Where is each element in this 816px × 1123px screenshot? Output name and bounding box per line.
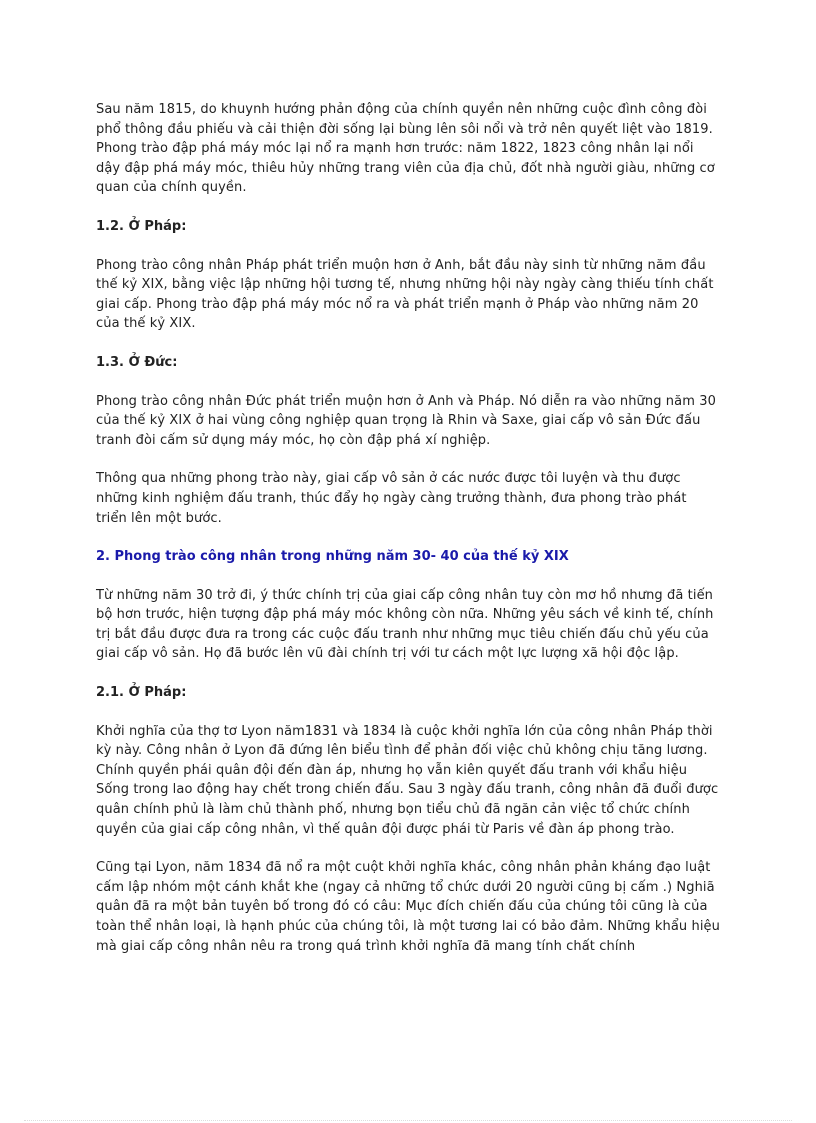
heading-1-2-france: 1.2. Ở Pháp: — [96, 218, 187, 234]
paragraph-france-movement: Phong trào công nhân Pháp phát triển muộn hơn ở Anh, bắt đầu này sinh từ những năm đầu thế kỷ XIX, bằng việc lập những hội tương tế, nhưng những hội này ngày càng thiếu tính chất giai cấp. Phong trào đập phá máy móc nổ ra và phát triển mạnh ở Pháp vào những năm 20 của thế kỷ XIX. — [96, 257, 714, 332]
paragraph-england-1815: Sau năm 1815, do khuynh hướng phản động của chính quyền nên những cuộc đình công đòi phổ thông đầu phiếu và cải thiện đời sống lại bùng lên sôi nổi và trở nên quyết liệt vào 1819. Phong trào đập phá máy móc lại nổ ra mạnh hơn trước: năm 1822, 1823 công nhân lại nổi dậy đập phá máy móc, thiêu hủy những trang viên của địa chủ, đốt nhà người giàu, những cơ quan của chính quyền. — [96, 102, 715, 196]
heading-2-section: 2. Phong trào công nhân trong những năm 30- 40 của thế kỷ XIX — [96, 549, 569, 565]
heading-2-1-france: 2.1. Ở Pháp: — [96, 685, 187, 701]
page-bottom-divider — [24, 1120, 792, 1121]
paragraph-summary: Thông qua những phong trào này, giai cấp vô sản ở các nước được tôi luyện và thu được những kinh nghiệm đấu tranh, thúc đẩy họ ngày càng trưởng thành, đưa phong trào phát triển lên một bước. — [96, 471, 687, 526]
paragraph-germany-movement: Phong trào công nhân Đức phát triển muộn hơn ở Anh và Pháp. Nó diễn ra vào những năm 30 của thế kỷ XIX ở hai vùng công nghiệp quan trọng là Rhin và Saxe, giai cấp vô sản Đức đấu tranh đòi cấm sử dụng máy móc, họ còn đập phá xí nghiệp. — [96, 393, 716, 448]
heading-1-3-germany: 1.3. Ở Đức: — [96, 354, 178, 370]
document-page — [96, 100, 720, 975]
paragraph-lyon-1834: Cũng tại Lyon, năm 1834 đã nổ ra một cuột khởi nghĩa khác, công nhân phản kháng đạo luật cấm lập nhóm một cánh khắt khe (ngay cả những tổ chức dưới 20 người cũng bị cấm .) Nghiã quân đã ra một bản tuyên bố trong đó có câu: Mục đích chiến đấu của chúng tôi cũng là của toàn thể nhân loại, là hạnh phúc của chúng tôi, là một tương lai có bảo đảm. Những khẩu hiệu mà giai cấp công nhân nêu ra trong quá trình khởi nghĩa đã mang tính chất chính — [96, 860, 720, 954]
paragraph-political-awareness: Từ những năm 30 trở đi, ý thức chính trị của giai cấp công nhân tuy còn mơ hồ nhưng đã tiến bộ hơn trước, hiện tượng đập phá máy móc không còn nữa. Những yêu sách về kinh tế, chính trị bắt đầu được đưa ra trong các cuộc đấu tranh như những mục tiêu chiến đấu chủ yếu của giai cấp vô sản. Họ đã bước lên vũ đài chính trị với tư cách một lực lượng xã hội độc lập. — [96, 587, 714, 662]
paragraph-lyon-uprising: Khởi nghĩa của thợ tơ Lyon năm1831 và 1834 là cuộc khởi nghĩa lớn của công nhân Pháp thời kỳ này. Công nhân ở Lyon đã đứng lên biểu tình để phản đối việc chủ không chịu tăng lương. Chính quyền phái quân đội đến đàn áp, nhưng họ vẫn kiên quyết đấu tranh với khẩu hiệu Sống trong lao động hay chết trong chiến đấu. Sau 3 ngày đấu tranh, công nhân đã đuổi được quân chính phủ là làm chủ thành phố, nhưng bọn tiểu chủ đã ngăn cản việc tổ chức chính quyền của giai cấp công nhân, vì thế quân đội được phái từ Paris về đàn áp phong trào. — [96, 723, 719, 837]
